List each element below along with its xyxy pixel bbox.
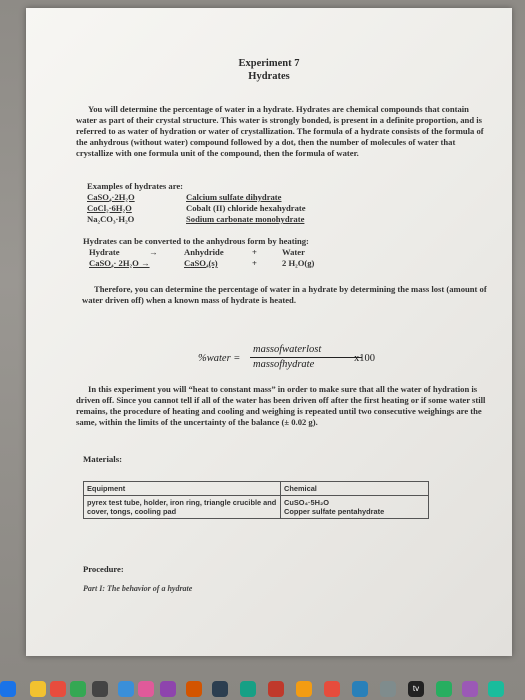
chemical-name: Copper sulfate pentahydrate: [284, 507, 385, 516]
app-icon[interactable]: [212, 681, 228, 697]
materials-table: [83, 481, 429, 519]
app-icon[interactable]: [352, 681, 368, 697]
procedure-heading: Procedure:: [83, 564, 124, 574]
app-icon[interactable]: [118, 681, 134, 697]
app-icon[interactable]: [92, 681, 108, 697]
example-name: Cobalt (II) chloride hexahydrate: [186, 203, 306, 213]
example-formula: CaSO₄·2H₂O: [87, 192, 135, 202]
app-icon[interactable]: [160, 681, 176, 697]
table-row: [84, 482, 429, 496]
plus-sign: +: [252, 247, 257, 257]
therefore-paragraph: Therefore, you can determine the percentage of water in a hydrate by determining the mass lost (amount of water driven off) when a known mass of hydrate is heated.: [82, 284, 487, 305]
app-icon[interactable]: [50, 681, 66, 697]
document-page: [26, 8, 512, 656]
example-formula: CoCl₂·6H₂O: [87, 203, 132, 213]
plus-sign: +: [252, 258, 257, 268]
formula-multiplier: x100: [354, 353, 375, 364]
table-header-chemical: Chemical: [281, 482, 429, 496]
app-icon[interactable]: [488, 681, 504, 697]
percent-water-formula: [198, 344, 398, 374]
formula-lhs: %water =: [198, 353, 241, 364]
formula-numerator: massofwaterlost: [253, 344, 322, 355]
materials-heading: Materials:: [83, 454, 123, 464]
experiment-title: Hydrates: [248, 71, 290, 82]
table-row: [84, 496, 429, 519]
examples-heading: Examples of hydrates are:: [87, 181, 184, 191]
fraction-bar: [250, 357, 362, 358]
dock: [0, 668, 525, 700]
formula-denominator: massofhydrate: [253, 359, 315, 370]
app-icon[interactable]: [240, 681, 256, 697]
anhydride-label: Anhydride: [184, 247, 224, 257]
chemical-formula: CuSO₄·5H₂O: [284, 498, 329, 507]
equation-anhydrous: CaSO₄(s): [184, 258, 218, 268]
equation-left: CaSO₄· 2H₂O →: [89, 258, 150, 268]
chemical-cell: [281, 496, 429, 519]
equipment-cell: pyrex test tube, holder, iron ring, triangle crucible and cover, tongs, cooling pad: [84, 496, 281, 519]
equation-water: 2 H₂O(g): [282, 258, 315, 268]
app-icon[interactable]: [268, 681, 284, 697]
app-icon[interactable]: [324, 681, 340, 697]
app-icon[interactable]: [380, 681, 396, 697]
conversion-heading: Hydrates can be converted to the anhydrous form by heating:: [83, 236, 309, 246]
app-icon[interactable]: [30, 681, 46, 697]
app-icon[interactable]: [138, 681, 154, 697]
experiment-number: Experiment 7: [238, 58, 300, 69]
example-name: Sodium carbonate monohydrate: [186, 214, 305, 224]
app-icon[interactable]: [436, 681, 452, 697]
finder-icon[interactable]: [0, 681, 16, 697]
app-icon[interactable]: [186, 681, 202, 697]
water-label: Water: [282, 247, 305, 257]
table-header-equipment: Equipment: [84, 482, 281, 496]
apple-tv-icon[interactable]: tv: [408, 681, 424, 697]
example-formula: Na₂CO₃·H₂O: [87, 214, 135, 224]
chrome-icon[interactable]: [70, 681, 86, 697]
intro-paragraph: You will determine the percentage of water in a hydrate. Hydrates are chemical compounds that contain water as part of their crystal structure. This water is strongly bonded, is present in a definite proportion, and is referred to as water of hydration or water of crystallization. The formula of a hydrate consists of the formula of the anhydrous (without water) compound followed by a dot, then the number of molecules of water that crystallize with one formula unit of the compound, then the formula of water.: [76, 104, 484, 158]
procedure-part-title: Part I: The behavior of a hydrate: [83, 584, 193, 593]
hydrate-label: Hydrate: [89, 247, 120, 257]
arrow: →: [149, 247, 158, 257]
app-icon[interactable]: [462, 681, 478, 697]
experiment-paragraph: In this experiment you will “heat to constant mass” in order to make sure that all the water of hydration is driven off. Since you cannot tell if all of the water has been driven off after the first heating or if some water still remains, the procedure of heating and cooling and weighing is repeated until two consecutive weighings are the same, within the limits of the uncertainty of the balance (± 0.02 g).: [76, 384, 486, 427]
app-icon[interactable]: [296, 681, 312, 697]
example-name: Calcium sulfate dihydrate: [186, 192, 282, 202]
